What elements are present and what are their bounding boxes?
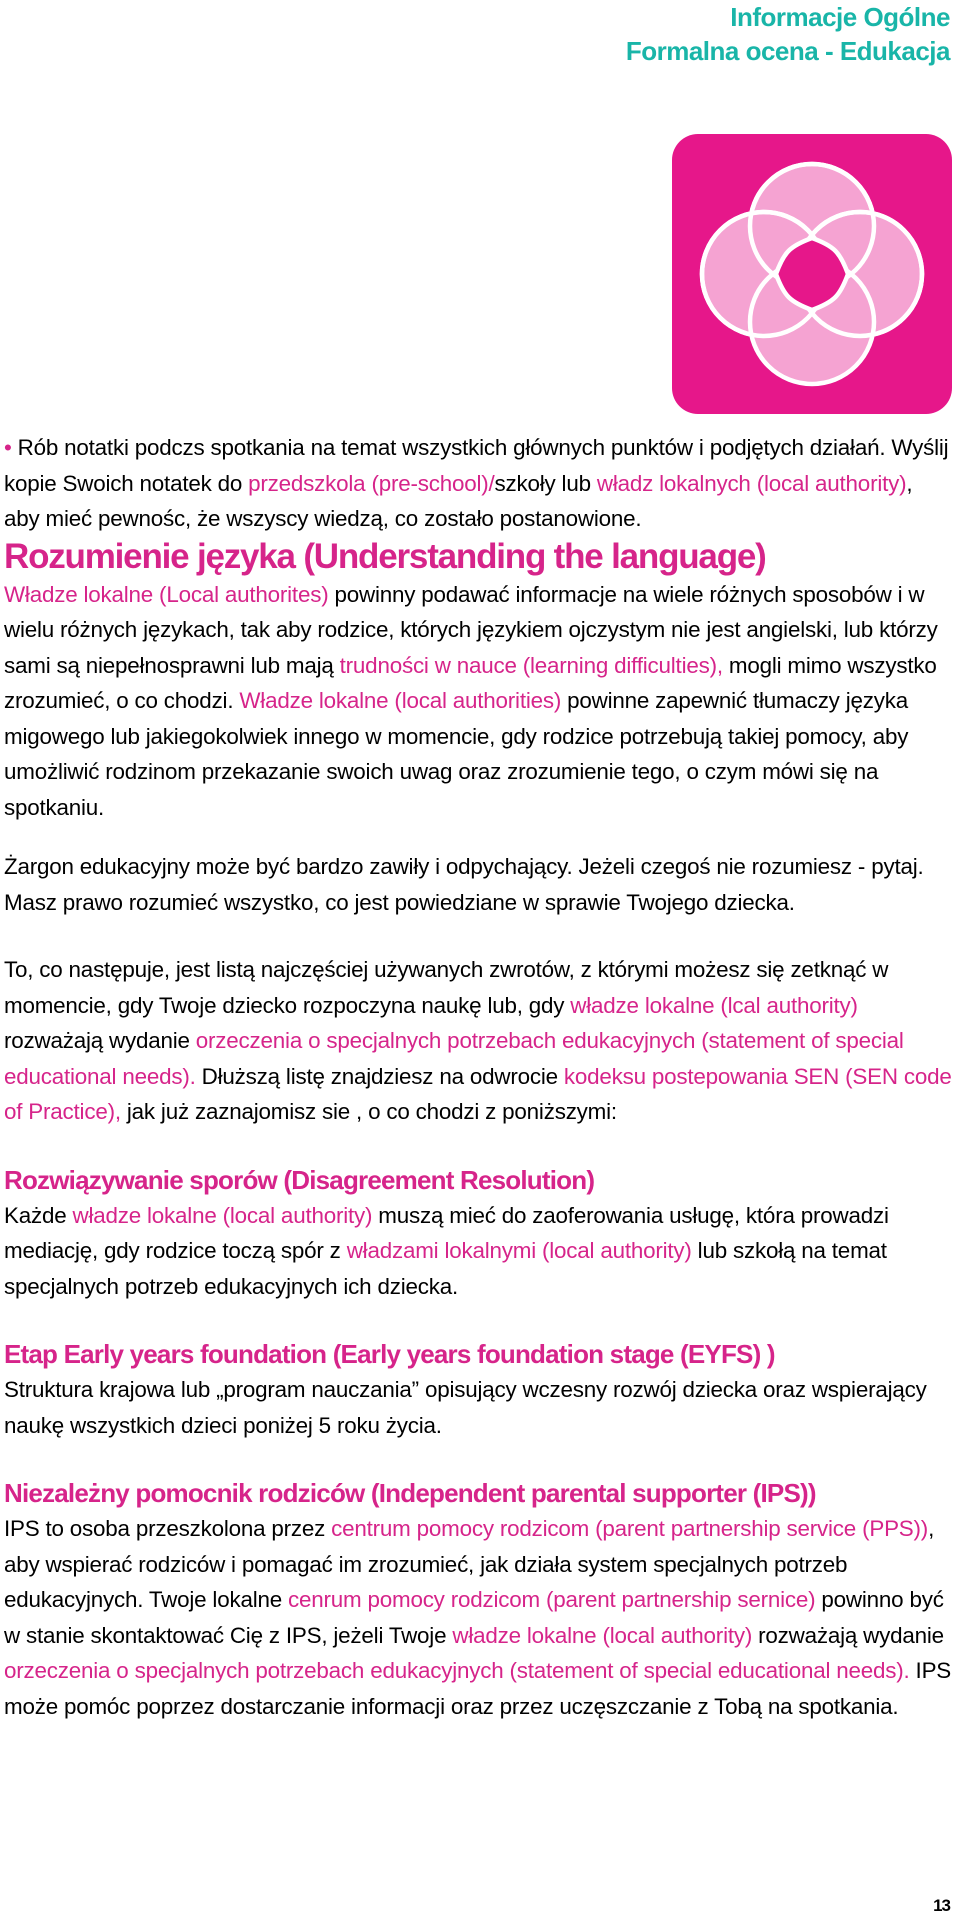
text-run: mogli mimo wszystko zrozumieć, o co chodzi. [4, 652, 937, 713]
text-run: powinny podawać informacje na wiele różnych sposobów i w wielu różnych językach, tak aby rodzice, których językiem ojczystym nie jest angielski, lub którzy sami są niepełnosprawni lub mają [4, 581, 938, 678]
highlight-term: władz lokalnych (local authority) [596, 470, 907, 496]
highlight-term: władzami lokalnymi (local authority) [346, 1238, 692, 1263]
ips-heading: Niezależny pomocnik rodziców (Independent parental supporter (IPS)) [4, 1478, 816, 1508]
highlight-term: kodeksu postepowania SEN (SEN code of Practice), [4, 1063, 952, 1124]
highlight-term: centrum pomocy rodzicom (parent partnership service (PPS)) [331, 1516, 929, 1541]
text-run: rozważają wydanie [752, 1622, 944, 1648]
page-number: 13 [933, 1896, 950, 1915]
header-line-1: Informacje Ogólne [730, 2, 950, 32]
highlight-term: Władze lokalne (Local authorites) [4, 581, 329, 607]
text-run: szkoły lub [494, 470, 597, 496]
highlight-term: orzeczenia o specjalnych potrzebach edukacyjnych (statement of special educational needs). [4, 1028, 904, 1089]
language-paragraph [4, 577, 952, 826]
text-run: Rób notatki podczs spotkania na temat wszystkich głównych punktów i podjętych działań. Wyślij kopie Swoich notatek do [4, 435, 949, 496]
intro-paragraph [4, 430, 952, 537]
language-heading: Rozumienie języka (Understanding the language) [4, 536, 766, 576]
text-run: powinne zapewnić tłumaczy języka migowego lub jakiegokolwiek innego w momencie, gdy rodzice potrzebują takiej pomocy, aby umożliwić rodzinom przekazanie swoich uwag oraz zrozumienie tego, o czym mówi się na spotkaniu. [4, 688, 909, 820]
header-line-2: Formalna ocena - Edukacja [625, 36, 950, 66]
jargon-paragraph: Żargon edukacyjny może być bardzo zawiły i odpychający. Jeżeli czegoś nie rozumiesz - pytaj. Masz prawo rozumieć wszystko, co jest powiedziane w sprawie Twojego dziecka. [4, 854, 924, 915]
eyfs-paragraph: Struktura krajowa lub „program nauczania” opisujący wczesny rozwój dziecka oraz wspierający naukę wszystkich dzieci poniżej 5 roku życia. [4, 1377, 927, 1438]
text-run: rozważają wydanie [4, 1028, 196, 1053]
text-run: muszą mieć do zaoferowania usługę, która prowadzi mediację, gdy rodzice toczą spór z [4, 1202, 889, 1263]
text-run: , aby wspierać rodziców i pomagać im zrozumieć, jak działa system specjalnych potrzeb edukacyjnych. Twoje lokalne [4, 1516, 935, 1612]
ips-paragraph [4, 1511, 952, 1724]
highlight-term: Władze lokalne (local authorities) [239, 688, 562, 713]
highlight-term: przedszkola (pre-school)/ [248, 470, 495, 496]
text-run: powinno być w stanie skontaktować Cię z IPS, jeżeli Twoje [4, 1587, 944, 1648]
disagreement-heading: Rozwiązywanie sporów (Disagreement Resolution) [4, 1164, 595, 1195]
highlight-term: władze lokalne (local authority) [72, 1202, 373, 1228]
text-run: To, co następuje, jest listą najczęściej używanych zwrotów, z którymi możesz się zetknąć w momencie, gdy Twoje dziecko rozpoczyna naukę lub, gdy [4, 957, 889, 1018]
text-run: Każde [4, 1202, 73, 1228]
overlapping-circles-logo [672, 134, 952, 414]
highlight-term: władze lokalne (lcal authority) [570, 992, 858, 1018]
highlight-term: orzeczenia o specjalnych potrzebach edukacyjnych (statement of special educational needs). [4, 1658, 910, 1683]
highlight-term: władze lokalne (local authority) [452, 1622, 753, 1648]
page-header [626, 0, 950, 68]
text-run: IPS może pomóc poprzez dostarczanie informacji oraz przez uczęszczanie z Tobą na spotkania. [4, 1658, 952, 1719]
text-run: IPS to osoba przeszkolona przez [4, 1516, 332, 1541]
text-run: , aby mieć pewnośc, że wszyscy wiedzą, co zostało postanowione. [4, 470, 913, 531]
disagreement-paragraph [4, 1198, 952, 1305]
highlight-term: cenrum pomocy rodzicom (parent partnership sernice) [288, 1587, 816, 1612]
list-intro-paragraph [4, 952, 952, 1130]
text-run: Dłuższą listę znajdziesz na odwrocie [195, 1063, 564, 1089]
main-content [4, 430, 952, 1724]
text-run: lub szkołą na temat specjalnych potrzeb edukacyjnych ich dziecka. [4, 1238, 887, 1299]
eyfs-heading: Etap Early years foundation (Early years foundation stage (EYFS) ) [4, 1339, 775, 1369]
bullet-icon: • [4, 435, 12, 460]
highlight-term: trudności w nauce (learning difficulties), [339, 652, 723, 678]
text-run: jak już zaznajomisz sie , o co chodzi z poniższymi: [120, 1099, 617, 1124]
